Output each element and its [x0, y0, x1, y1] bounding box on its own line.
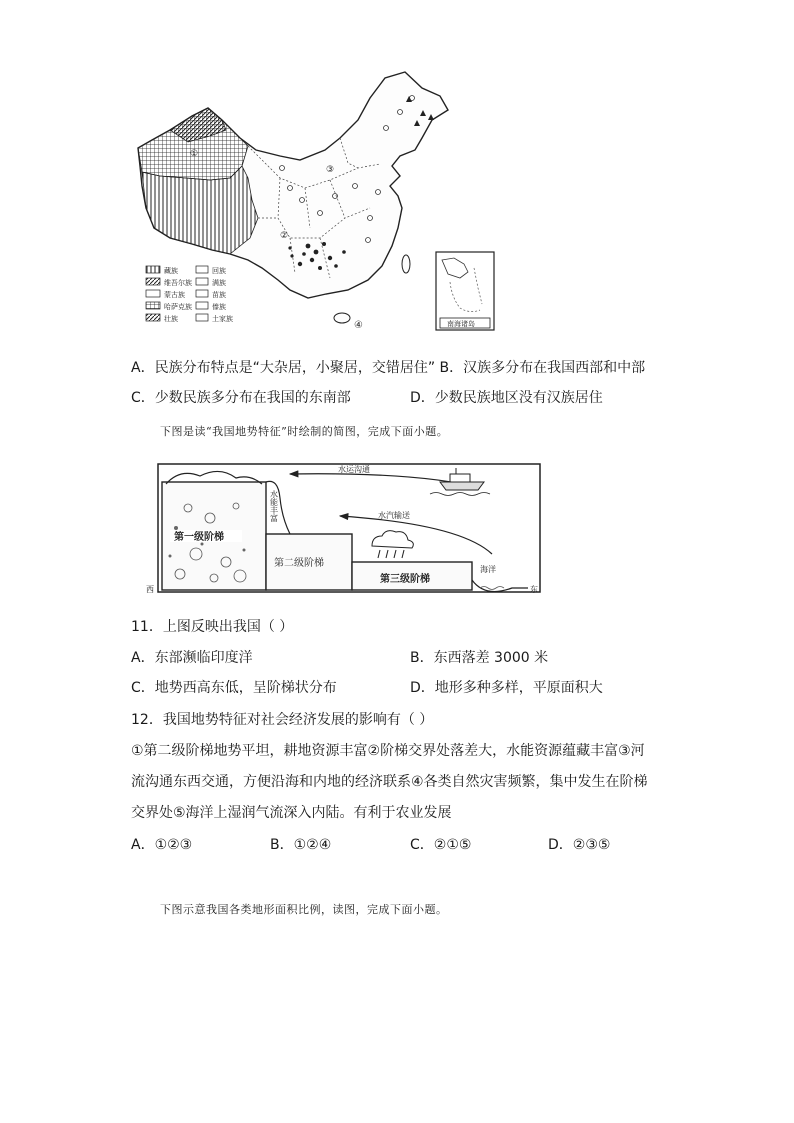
hainan-island — [334, 313, 350, 323]
circle-mark-1: ① — [190, 149, 199, 159]
east-label: 东 — [530, 585, 538, 594]
step2-label: 第二级阶梯 — [274, 558, 324, 569]
legend-label-2: 维吾尔族 — [164, 279, 192, 287]
south-china-sea-inset — [436, 252, 494, 330]
step3-label: 第三级阶梯 — [380, 574, 430, 585]
west-label: 西 — [146, 585, 154, 594]
inset-label: 南海诸岛 — [447, 320, 475, 328]
terrain-profile-figure — [140, 458, 550, 598]
q11-stem: 11．上图反映出我国（ ） — [131, 619, 294, 635]
legend-label-10: 土家族 — [212, 315, 233, 323]
tibet-region — [142, 166, 258, 254]
ocean-label: 海洋 — [480, 565, 496, 574]
water-vapor-label: 水汽输送 — [378, 511, 410, 520]
legend-label-8: 苗族 — [212, 291, 226, 299]
legend-label-9: 傣族 — [212, 303, 226, 311]
circle-mark-4: ④ — [354, 320, 363, 331]
taiwan-island — [402, 255, 410, 273]
legend-label-4: 哈萨克族 — [164, 303, 192, 311]
rain-cloud — [372, 531, 413, 548]
q12-statement-line3: 交界处⑤海洋上湿润气流深入内陆。有利于农业发展 — [131, 805, 452, 821]
landform-intro-text: 下图示意我国各类地形面积比例，读图，完成下面小题。 — [160, 903, 448, 916]
q12-option-d[interactable]: D．②③⑤ — [548, 837, 611, 853]
q11-option-a[interactable]: A．东部濒临印度洋 — [131, 650, 253, 666]
q12-option-b[interactable]: B．①②④ — [270, 837, 332, 853]
q10-options-row1: A．民族分布特点是“大杂居，小聚居，交错居住” B．汉族多分布在我国西部和中部 — [131, 360, 646, 376]
legend-label-1: 藏族 — [164, 267, 178, 275]
q11-option-b[interactable]: B．东西落差 3000 米 — [410, 650, 549, 666]
legend-label-5: 壮族 — [164, 315, 178, 323]
q12-statement-line2: 流沟通东西交通，方便沿海和内地的经济联系④各类自然灾害频繁，集中发生在阶梯 — [131, 774, 648, 790]
ethnic-distribution-map — [130, 68, 500, 336]
legend-label-7: 满族 — [212, 279, 226, 287]
q12-stem: 12．我国地势特征对社会经济发展的影响有（ ） — [131, 712, 434, 728]
q10-option-c: C．少数民族多分布在我国的东南部 — [131, 390, 351, 406]
legend-label-3: 蒙古族 — [164, 291, 185, 299]
q12-statement-line1: ①第二级阶梯地势平坦，耕地资源丰富②阶梯交界处落差大，水能资源蕴藏丰富③河 — [131, 743, 645, 759]
q11-option-c[interactable]: C．地势西高东低，呈阶梯状分布 — [131, 680, 337, 696]
hydro-label: 水能丰富 — [269, 490, 279, 522]
circle-mark-3: ③ — [326, 165, 335, 175]
q12-option-c[interactable]: C．②①⑤ — [410, 837, 472, 853]
q12-option-a[interactable]: A．①②③ — [131, 837, 193, 853]
terrain-intro-text: 下图是读“我国地势特征”时绘制的简图，完成下面小题。 — [160, 425, 449, 438]
rain-lines — [378, 550, 404, 558]
q11-option-d[interactable]: D．地形多种多样，平原面积大 — [410, 680, 603, 696]
q10-option-d: D．少数民族地区没有汉族居住 — [410, 390, 603, 406]
legend-label-6: 回族 — [212, 267, 226, 275]
water-transport-label: 水运沟通 — [338, 465, 370, 474]
water-vapor-arrow — [340, 516, 492, 554]
circle-mark-2: ② — [280, 231, 289, 241]
ship-icon — [430, 468, 490, 496]
step1-label: 第一级阶梯 — [174, 532, 224, 543]
map-legend — [146, 266, 233, 323]
